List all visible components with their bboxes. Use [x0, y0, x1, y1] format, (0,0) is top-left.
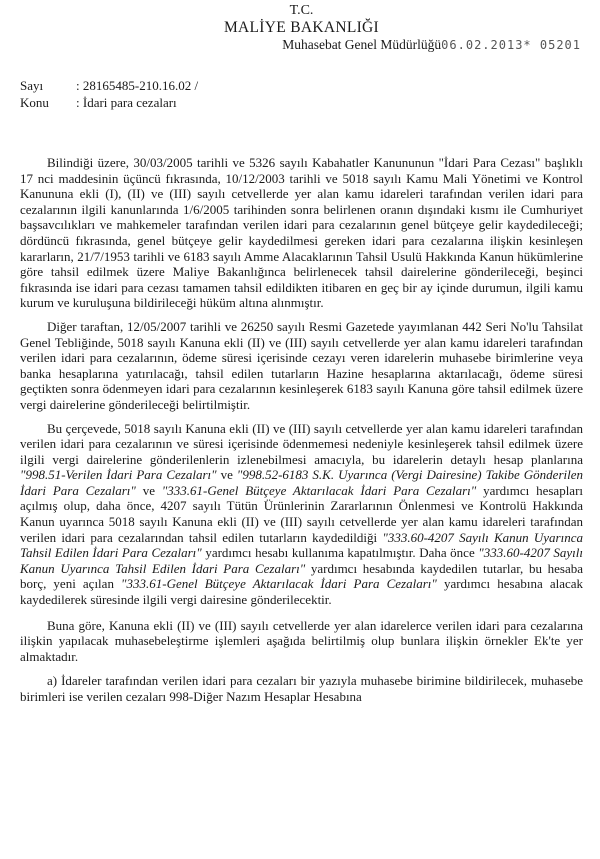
letterhead [20, 0, 583, 54]
p3-text-c: ve [142, 482, 155, 498]
account-998-51: "998.51-Verilen İdari Para Cezaları" [20, 467, 217, 483]
konu-row [20, 94, 583, 111]
paragraph-3 [20, 421, 583, 608]
p3-text-e: yardımcı hesabı kullanıma kapatılmıştır. Daha önce [205, 545, 475, 561]
konu-label: Konu [20, 95, 49, 110]
account-998-52: "998.52-6183 S.K. Uyarınca (Vergi Dairesine) Takibe Gönderilen İdari Para Cezaları" [20, 467, 583, 498]
konu-value: : İdari para cezaları [76, 95, 177, 110]
p3-text-d: yardımcı hesapları açılmış olup, daha önce, 4207 sayılı Tütün Ürünlerinin Zararlarının Önlenmesi ve Kontrolü Hakkında Kanun uyarınca 5018 sayılı Kanuna ekli (II) ve (III) sayılı cetvellerde yer alan kamu idareleri tarafından verilen idari para cezalarından tahsil edilen tutarların kaydedildiği [20, 482, 584, 545]
paragraph-5-item-a: a) İdareler tarafından verilen idari para cezaları bir yazıyla muhasebe birimine bildirilecek, muhasebe birimleri ise verilen cezaları 998-Diğer Nazım Hesaplar Hesabına [20, 673, 583, 704]
paragraph-4: Buna göre, Kanuna ekli (II) ve (III) sayılı cetvellerde yer alan idarelerce verilen idari para cezalarına ilişkin yapılacak muhasebeleştirme işlemleri aşağıda belirtilmiş olup bunlara ilişkin örnekler Ek'te yer almaktadır. [20, 617, 583, 664]
letter-meta [20, 77, 583, 111]
p3-text-b: ve [220, 467, 233, 483]
account-333-61: "333.61-Genel Bütçeye Aktarılacak İdari Para Cezaları" [161, 482, 477, 498]
paragraph-1: Bilindiği üzere, 30/03/2005 tarihli ve 5326 sayılı Kabahatler Kanununun "İdari Para Cezası" başlıklı 17 nci maddesinin üçüncü fıkrasında, 10/12/2003 tarihli ve 5018 sayılı Kamu Mali Yönetimi ve Kontrol Kanununa ekli (I), (II) ve (III) sayılı cetvellerde yer alan kamu idareleri tarafından verilen idari para cezalarının ilgili kanunlarında 1/6/2005 tarihinden sonra belirlenen oranın dışındaki kısmı ile Cumhuriyet başsavcılıkları ve mahkemeler tarafından verilen idari para cezalarının genel bütçeye gelir kaydedileceği; dördüncü fıkrasında, genel bütçeye gelir kaydedilmesi gereken idari para cezalarına ilişkin kesinleşen kararların, 21/7/1953 tarihli ve 6183 sayılı Amme Alacaklarının Tahsil Usulü Hakkında Kanun hükümlerine göre tahsil edilmek üzere Maliye Bakanlığınca belirlenecek tahsil dairelerine gönderileceği, beşinci fıkrasında ise idari para cezası tamamen tahsil edildikten itibaren en geç bir ay içinde durumun, ilgili kamu kurum ve kuruluşuna bildirileceği hüküm altına alınmıştır. [20, 155, 583, 311]
p3-text-f: yardımcı hesabında kaydedilen tutarlar, bu hesaba borç, yeni açılan [20, 560, 583, 592]
sayi-value: : 28165485-210.16.02 / [76, 78, 199, 93]
sayi-label: Sayı [20, 78, 44, 93]
date-stamp: 06.02.2013* 05201 [441, 38, 581, 52]
paragraph-2: Diğer taraftan, 12/05/2007 tarihli ve 26250 sayılı Resmi Gazetede yayımlanan 442 Seri No'lu Tahsilat Genel Tebliğinde, 5018 sayılı Kanuna ekli (II) ve (III) sayılı cetvellerde yer alan kamu idareleri tarafından verilen idari para cezalarının, ödeme süresi içerisinde cezayı veren idarelerin muhasebe birimlerine veya banka hesaplarına yatırılacağı, tahsil edilen tutarların Hazine hesaplarına aktarılacağı, ödeme süresi geçtikten sonra ödenmeyen idari para cezalarının kesinleşerek 6183 sayılı Kanuna göre tahsil edilmek üzere vergi dairelerine gönderileceği belirtilmiştir. [20, 318, 583, 412]
account-333-60-repeat: "333.60-4207 Sayılı Kanun Uyarınca Tahsil Edilen İdari Para Cezaları" [20, 545, 584, 576]
header-directorate [20, 36, 583, 54]
p3-text-g: yardımcı hesabına alacak kaydedilerek süresinde ilgili vergi dairesine gönderilecektir. [20, 576, 584, 608]
header-ministry: MALİYE BAKANLIĞI [223, 19, 380, 36]
account-333-61-repeat: "333.61-Genel Bütçeye Aktarılacak İdari Para Cezaları" [121, 576, 437, 592]
p3-text-a: Bu çerçevede, 5018 sayılı Kanuna ekli (II) ve (III) sayılı cetvellerde yer alan kamu idareleri tarafından verilen idari para cezalarının ve süresi içerisinde ödenmemesi nedeniyle kesinleşerek tahsil edilmek üzere ilgili vergi dairelerine gönderilenlerin izlenebilmesi amacıyla, bu idarelerin detaylı hesap planlarına [20, 420, 583, 467]
header-tc: T.C. [289, 3, 314, 18]
account-333-60: "333.60-4207 Sayılı Kanun Uyarınca Tahsil Edilen İdari Para Cezaları" [20, 529, 583, 561]
directorate-name: Muhasebat Genel Müdürlüğü [282, 37, 442, 52]
sayi-row [20, 77, 583, 94]
